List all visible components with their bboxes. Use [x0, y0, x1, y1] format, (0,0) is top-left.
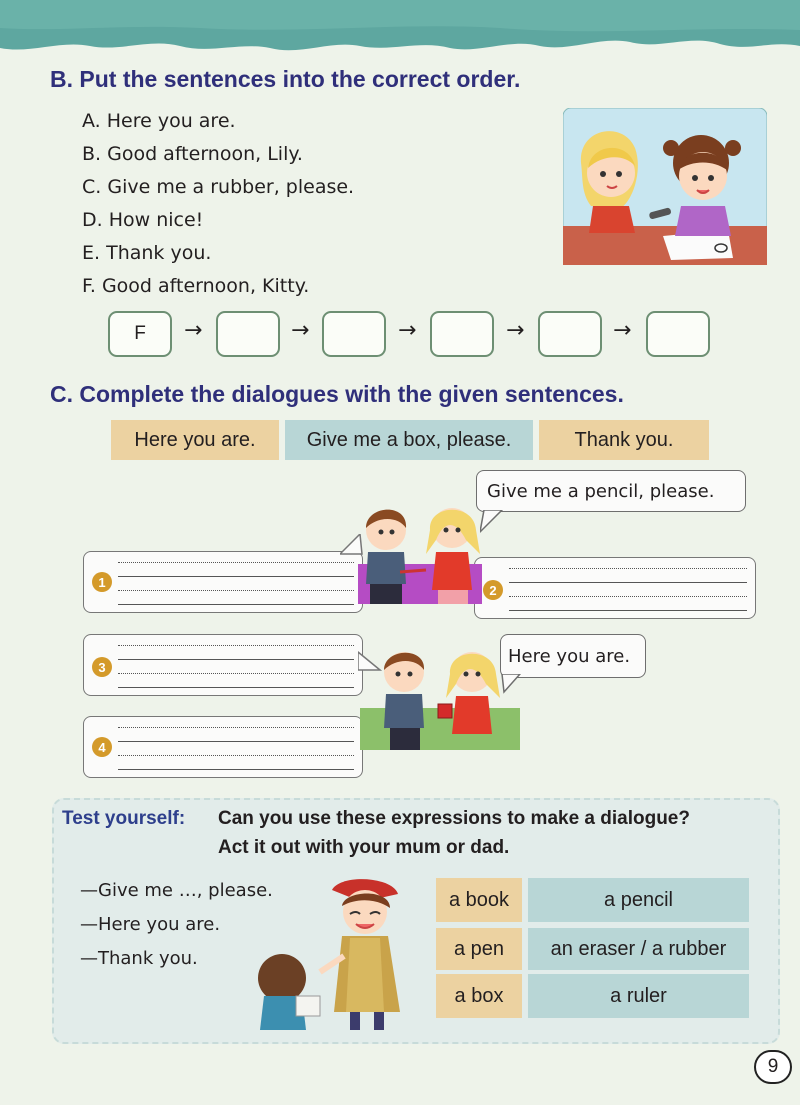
- number-badge-1: 1: [92, 572, 112, 592]
- order-arrow: →: [506, 318, 525, 343]
- word-a-pen: a pen: [436, 928, 522, 970]
- speech-bubble-pencil: Give me a pencil, please.: [476, 470, 746, 512]
- answer-box-2[interactable]: [474, 557, 756, 619]
- sentence-d: D. How nice!: [82, 209, 204, 231]
- boy-girl-box-illustration: [360, 646, 520, 752]
- order-arrow: →: [398, 318, 417, 343]
- test-question-line2: Act it out with your mum or dad.: [218, 837, 510, 858]
- number-badge-2: 2: [483, 580, 503, 600]
- sentence-a: A. Here you are.: [82, 110, 236, 132]
- expression-give-me: —Give me …, please.: [80, 880, 273, 901]
- option-chip-give-me-a-box: Give me a box, please.: [285, 420, 533, 460]
- boy-girl-pencil-illustration: [356, 500, 484, 608]
- order-box-6[interactable]: [646, 311, 710, 357]
- page-number: 9: [754, 1050, 792, 1084]
- test-question-line1: Can you use these expressions to make a dialogue?: [218, 808, 690, 829]
- word-a-pencil: a pencil: [528, 878, 749, 922]
- order-arrow: →: [184, 318, 203, 343]
- mother-child-illustration: [250, 872, 410, 1032]
- section-b-title: B. Put the sentences into the correct order.: [50, 66, 521, 92]
- word-a-book: a book: [436, 878, 522, 922]
- answer-box-1[interactable]: [83, 551, 363, 613]
- number-badge-3: 3: [92, 657, 112, 677]
- sentence-c: C. Give me a rubber, please.: [82, 176, 355, 198]
- section-c-title: C. Complete the dialogues with the given sentences.: [50, 381, 624, 407]
- order-box-5[interactable]: [538, 311, 602, 357]
- test-yourself-label: Test yourself:: [62, 808, 186, 829]
- answer-box-3[interactable]: [83, 634, 363, 696]
- expression-here-you-are: —Here you are.: [80, 914, 221, 935]
- expression-thank-you: —Thank you.: [80, 948, 198, 969]
- word-an-eraser-a-rubber: an eraser / a rubber: [528, 928, 749, 970]
- option-chip-thank-you: Thank you.: [539, 420, 709, 460]
- order-arrow: →: [291, 318, 310, 343]
- word-a-box: a box: [436, 974, 522, 1018]
- order-box-3[interactable]: [322, 311, 386, 357]
- order-box-2[interactable]: [216, 311, 280, 357]
- order-box-1: F: [108, 311, 172, 357]
- number-badge-4: 4: [92, 737, 112, 757]
- order-box-4[interactable]: [430, 311, 494, 357]
- sentence-b: B. Good afternoon, Lily.: [82, 143, 303, 165]
- word-a-ruler: a ruler: [528, 974, 749, 1018]
- top-decorative-band: [0, 0, 800, 62]
- two-girls-illustration: [563, 108, 767, 265]
- order-arrow: →: [613, 318, 632, 343]
- option-chip-here-you-are: Here you are.: [111, 420, 279, 460]
- answer-box-4[interactable]: [83, 716, 363, 778]
- speech-bubble-here-you-are: Here you are.: [500, 634, 646, 678]
- sentence-f: F. Good afternoon, Kitty.: [82, 275, 310, 297]
- sentence-e: E. Thank you.: [82, 242, 212, 264]
